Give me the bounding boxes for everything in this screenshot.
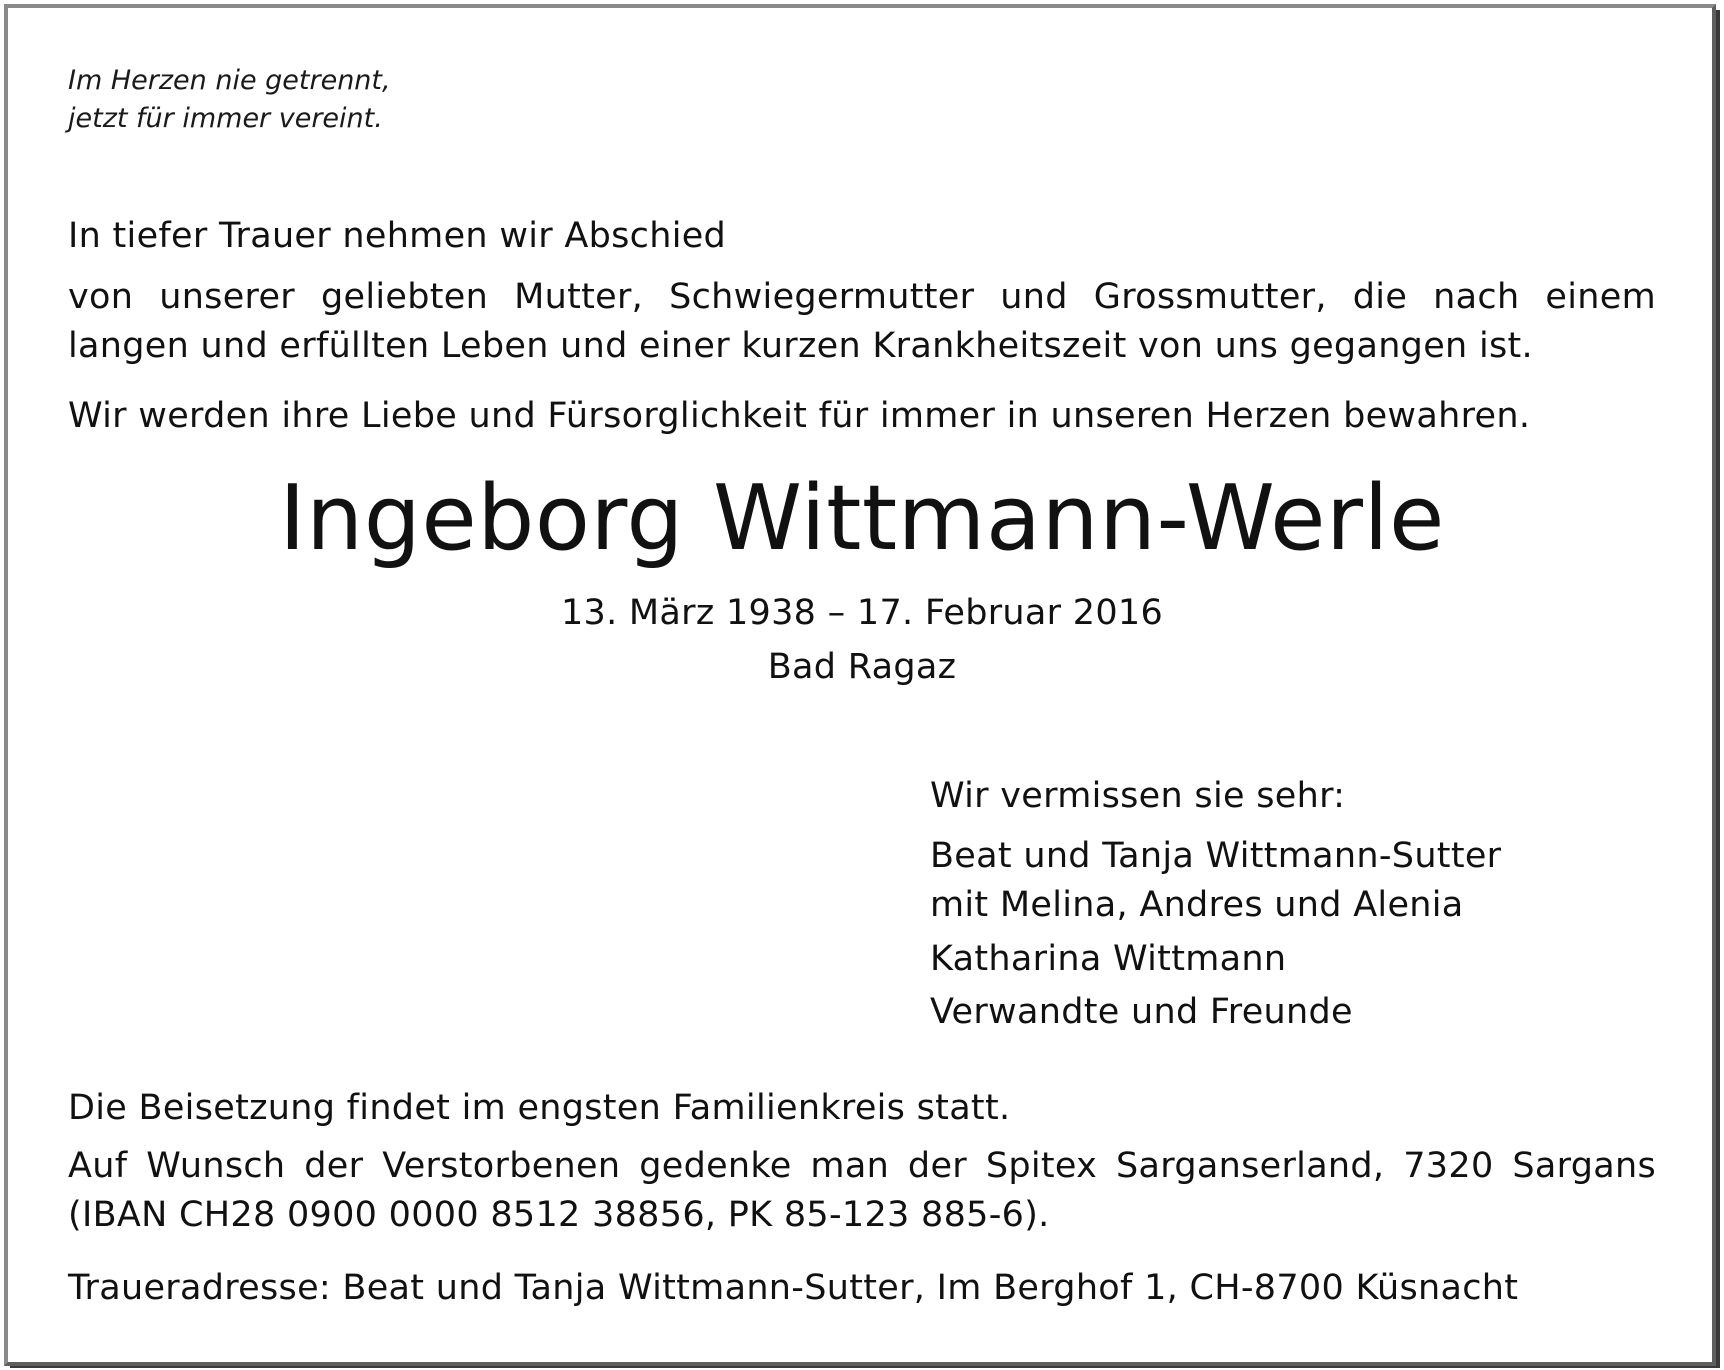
motto-line-1: Im Herzen nie getrennt, xyxy=(68,65,391,96)
deceased-name: Ingeborg Wittmann-Werle xyxy=(279,466,1445,571)
mourning-address: Traueradresse: Beat und Tanja Wittmann-Sutter, Im Berghof 1, CH-8700 Küsnacht xyxy=(68,1268,1519,1308)
mourner-line-4: Verwandte und Freunde xyxy=(930,992,1353,1032)
motto xyxy=(68,62,391,138)
donation-notice: Auf Wunsch der Verstorbenen gedenke man der Spitex Sarganserland, 7320 Sargans (IBAN CH28 0900 0000 8512 38856, PK 85-123 885-6). xyxy=(68,1146,1656,1235)
motto-line-2: jetzt für immer vereint. xyxy=(68,103,383,134)
intro-heading: In tiefer Trauer nehmen wir Abschied xyxy=(68,216,727,256)
life-dates: 13. März 1938 – 17. Februar 2016 xyxy=(560,593,1164,633)
mourners-heading: Wir vermissen sie sehr: xyxy=(930,776,1346,816)
place-of-residence: Bad Ragaz xyxy=(767,647,957,687)
intro-paragraph-1: von unserer geliebten Mutter, Schwiegermutter und Grossmutter, die nach einem langen und erfüllten Leben und einer kurzen Krankheitszeit von uns gegangen ist. xyxy=(68,277,1656,366)
intro-paragraph-2: Wir werden ihre Liebe und Fürsorglichkeit für immer in unseren Herzen bewahren. xyxy=(68,396,1531,436)
burial-notice: Die Beisetzung findet im engsten Familienkreis statt. xyxy=(68,1088,1011,1128)
mourner-line-1: Beat und Tanja Wittmann-Sutter xyxy=(930,836,1502,876)
mourner-line-3: Katharina Wittmann xyxy=(930,939,1287,979)
mourner-line-2: mit Melina, Andres und Alenia xyxy=(930,885,1464,925)
